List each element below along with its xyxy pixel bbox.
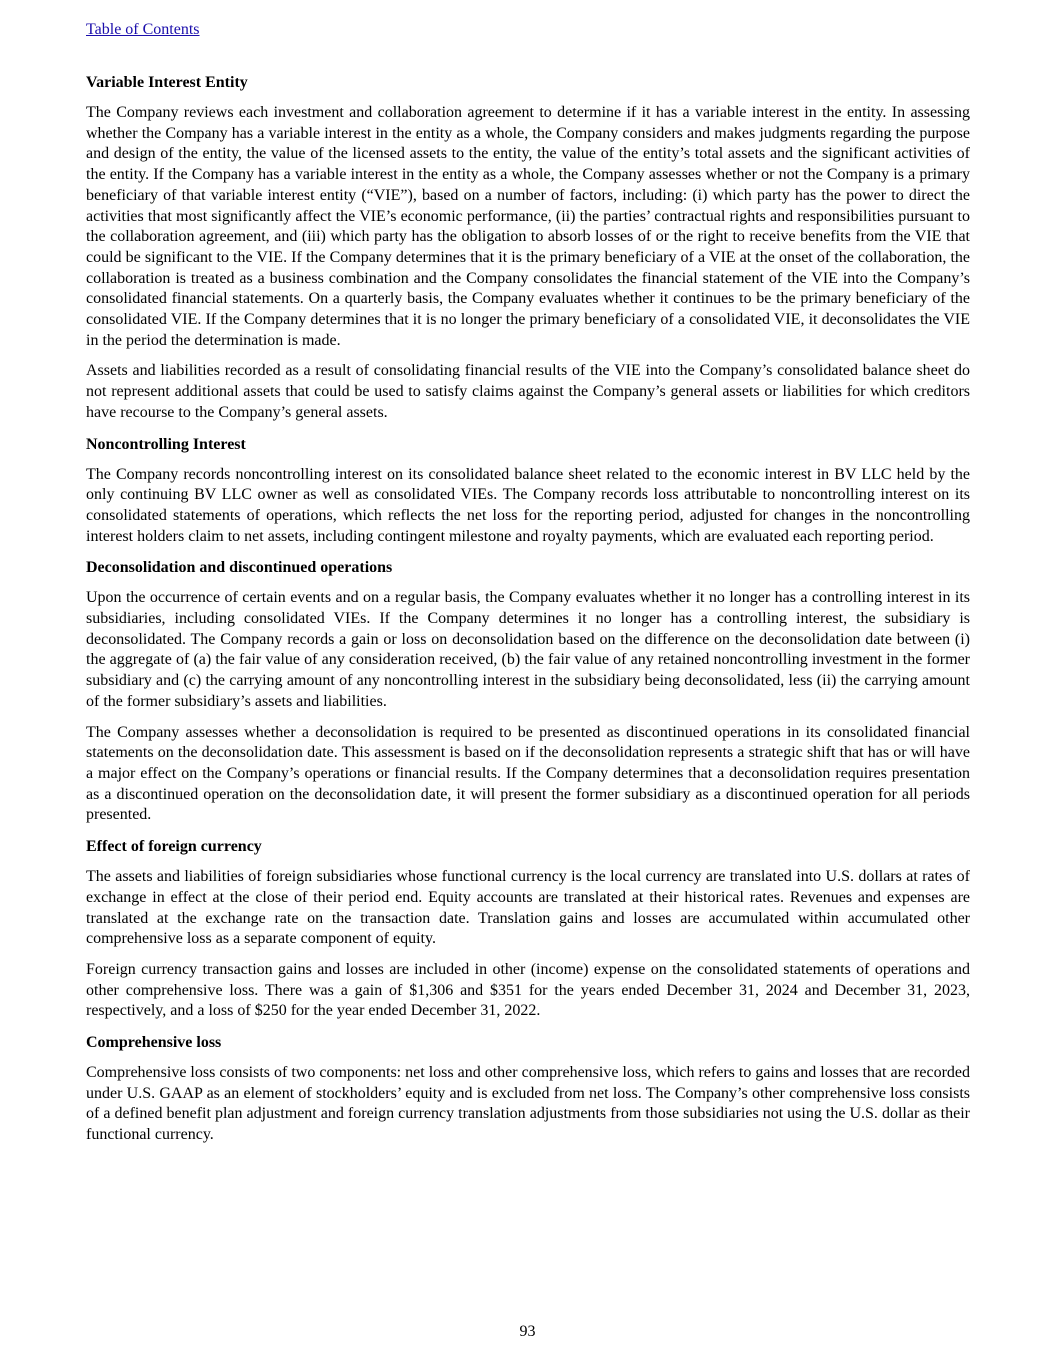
page-number: 93 [519,1323,536,1340]
paragraph: Upon the occurrence of certain events and on a regular basis, the Company evaluates whether it no longer has a controlling interest in its subsidiaries, including consolidated VIEs. If the Company determines it no longer has a controlling interest, the subsidiary is deconsolidated. The Company records a gain or loss on deconsolidation based on the difference on the deconsolidation date between (i) the aggregate of (a) the fair value of any consideration received, (b) the fair value of any retained noncontrolling investment in the former subsidiary and (c) the carrying amount of any noncontrolling interest in the subsidiary being deconsolidated, less (ii) the carrying amount of the former subsidiary’s assets and liabilities. [86,589,970,710]
section-deconsolidation [86,557,970,826]
paragraph: The Company assesses whether a deconsolidation is required to be presented as discontinued operations in its consolidated financial statements on the deconsolidation date. This assessment is based on if the deconsolidation represents a strategic shift that has or will have a major effect on the Company’s operations or financial results. If the Company determines that a deconsolidation requires presentation as a discontinued operation on the deconsolidation date, it will present the former subsidiary as a discontinued operation for all periods presented. [86,723,970,824]
paragraph: Comprehensive loss consists of two components: net loss and other comprehensive loss, which refers to gains and losses that are recorded under U.S. GAAP as an element of stockholders’ equity and is excluded from net loss. The Company’s other comprehensive loss consists of a defined benefit plan adjustment and foreign currency translation adjustments from those subsidiaries not using the U.S. dollar as their functional currency. [86,1064,970,1144]
section-heading: Noncontrolling Interest [86,435,246,453]
section-foreign-currency [86,836,970,1022]
document-body [86,72,970,1156]
section-heading: Variable Interest Entity [86,74,248,91]
section-comprehensive-loss [86,1032,970,1146]
paragraph: Foreign currency transaction gains and losses are included in other (income) expense on the consolidated statements of operations and other comprehensive loss. There was a gain of $1,306 and $351 for the years ended December 31, 2024 and December 31, 2023, respectively, and a loss of $250 for the year ended December 31, 2022. [86,960,970,1020]
section-heading: Comprehensive loss [86,1034,222,1052]
section-heading: Deconsolidation and discontinued operations [86,559,393,577]
section-heading: Effect of foreign currency [86,838,262,856]
table-of-contents-link[interactable]: Table of Contents [86,21,200,38]
paragraph: The assets and liabilities of foreign subsidiaries whose functional currency is the local currency are translated into U.S. dollars at rates of exchange in effect at the close of their period end. Equity accounts are translated at their historical rates. Revenues and expenses are translated at the exchange rate on the transaction date. Translation gains and losses are accumulated within accumulated other comprehensive loss as a separate component of equity. [86,868,970,948]
paragraph: The Company records noncontrolling interest on its consolidated balance sheet related to the economic interest in BV LLC held by the only continuing BV LLC owner as well as consolidated VIEs. The Company records loss attributable to noncontrolling interest on its consolidated statements of operations, which reflects the net loss for the reporting period, adjusted for changes in the noncontrolling interest holders claim to net assets, including contingent milestone and royalty payments, which are evaluated each reporting period. [86,465,970,545]
section-variable-interest-entity [86,72,970,424]
paragraph: Assets and liabilities recorded as a result of consolidating financial results of the VIE into the Company’s consolidated balance sheet do not represent additional assets that could be used to satisfy claims against the Company’s general assets or liabilities for which creditors have recourse to the Company’s general assets. [86,362,970,421]
paragraph: The Company reviews each investment and collaboration agreement to determine if it has a variable interest in the entity. In assessing whether the Company has a variable interest in the entity as a whole, the Company considers and makes judgments regarding the purpose and design of the entity, the value of the licensed assets to the entity, the value of the entity’s total assets and the significant activities of the entity. If the Company has a variable interest in the entity as a whole, the Company assesses whether or not the Company is a primary beneficiary of that variable interest entity (“VIE”), based on a number of factors, including: (i) which party has the power to direct the activities that most significantly affect the VIE’s economic performance, (ii) the parties’ contractual rights and responsibilities pursuant to the collaboration agreement, and (iii) which party has the obligation to absorb losses of or the right to receive benefits from the VIE that could be significant to the VIE. If the Company determines that it is the primary beneficiary of a VIE at the onset of the collaboration, the collaboration is treated as a business combination and the Company consolidates the financial statement of the VIE into the Company’s consolidated financial statements. On a quarterly basis, the Company evaluates whether it continues to be the primary beneficiary of the consolidated VIE. If the Company determines that it is no longer the primary beneficiary of a consolidated VIE, it deconsolidates the VIE in the period the determination is made. [86,104,970,349]
section-noncontrolling-interest [86,434,970,548]
